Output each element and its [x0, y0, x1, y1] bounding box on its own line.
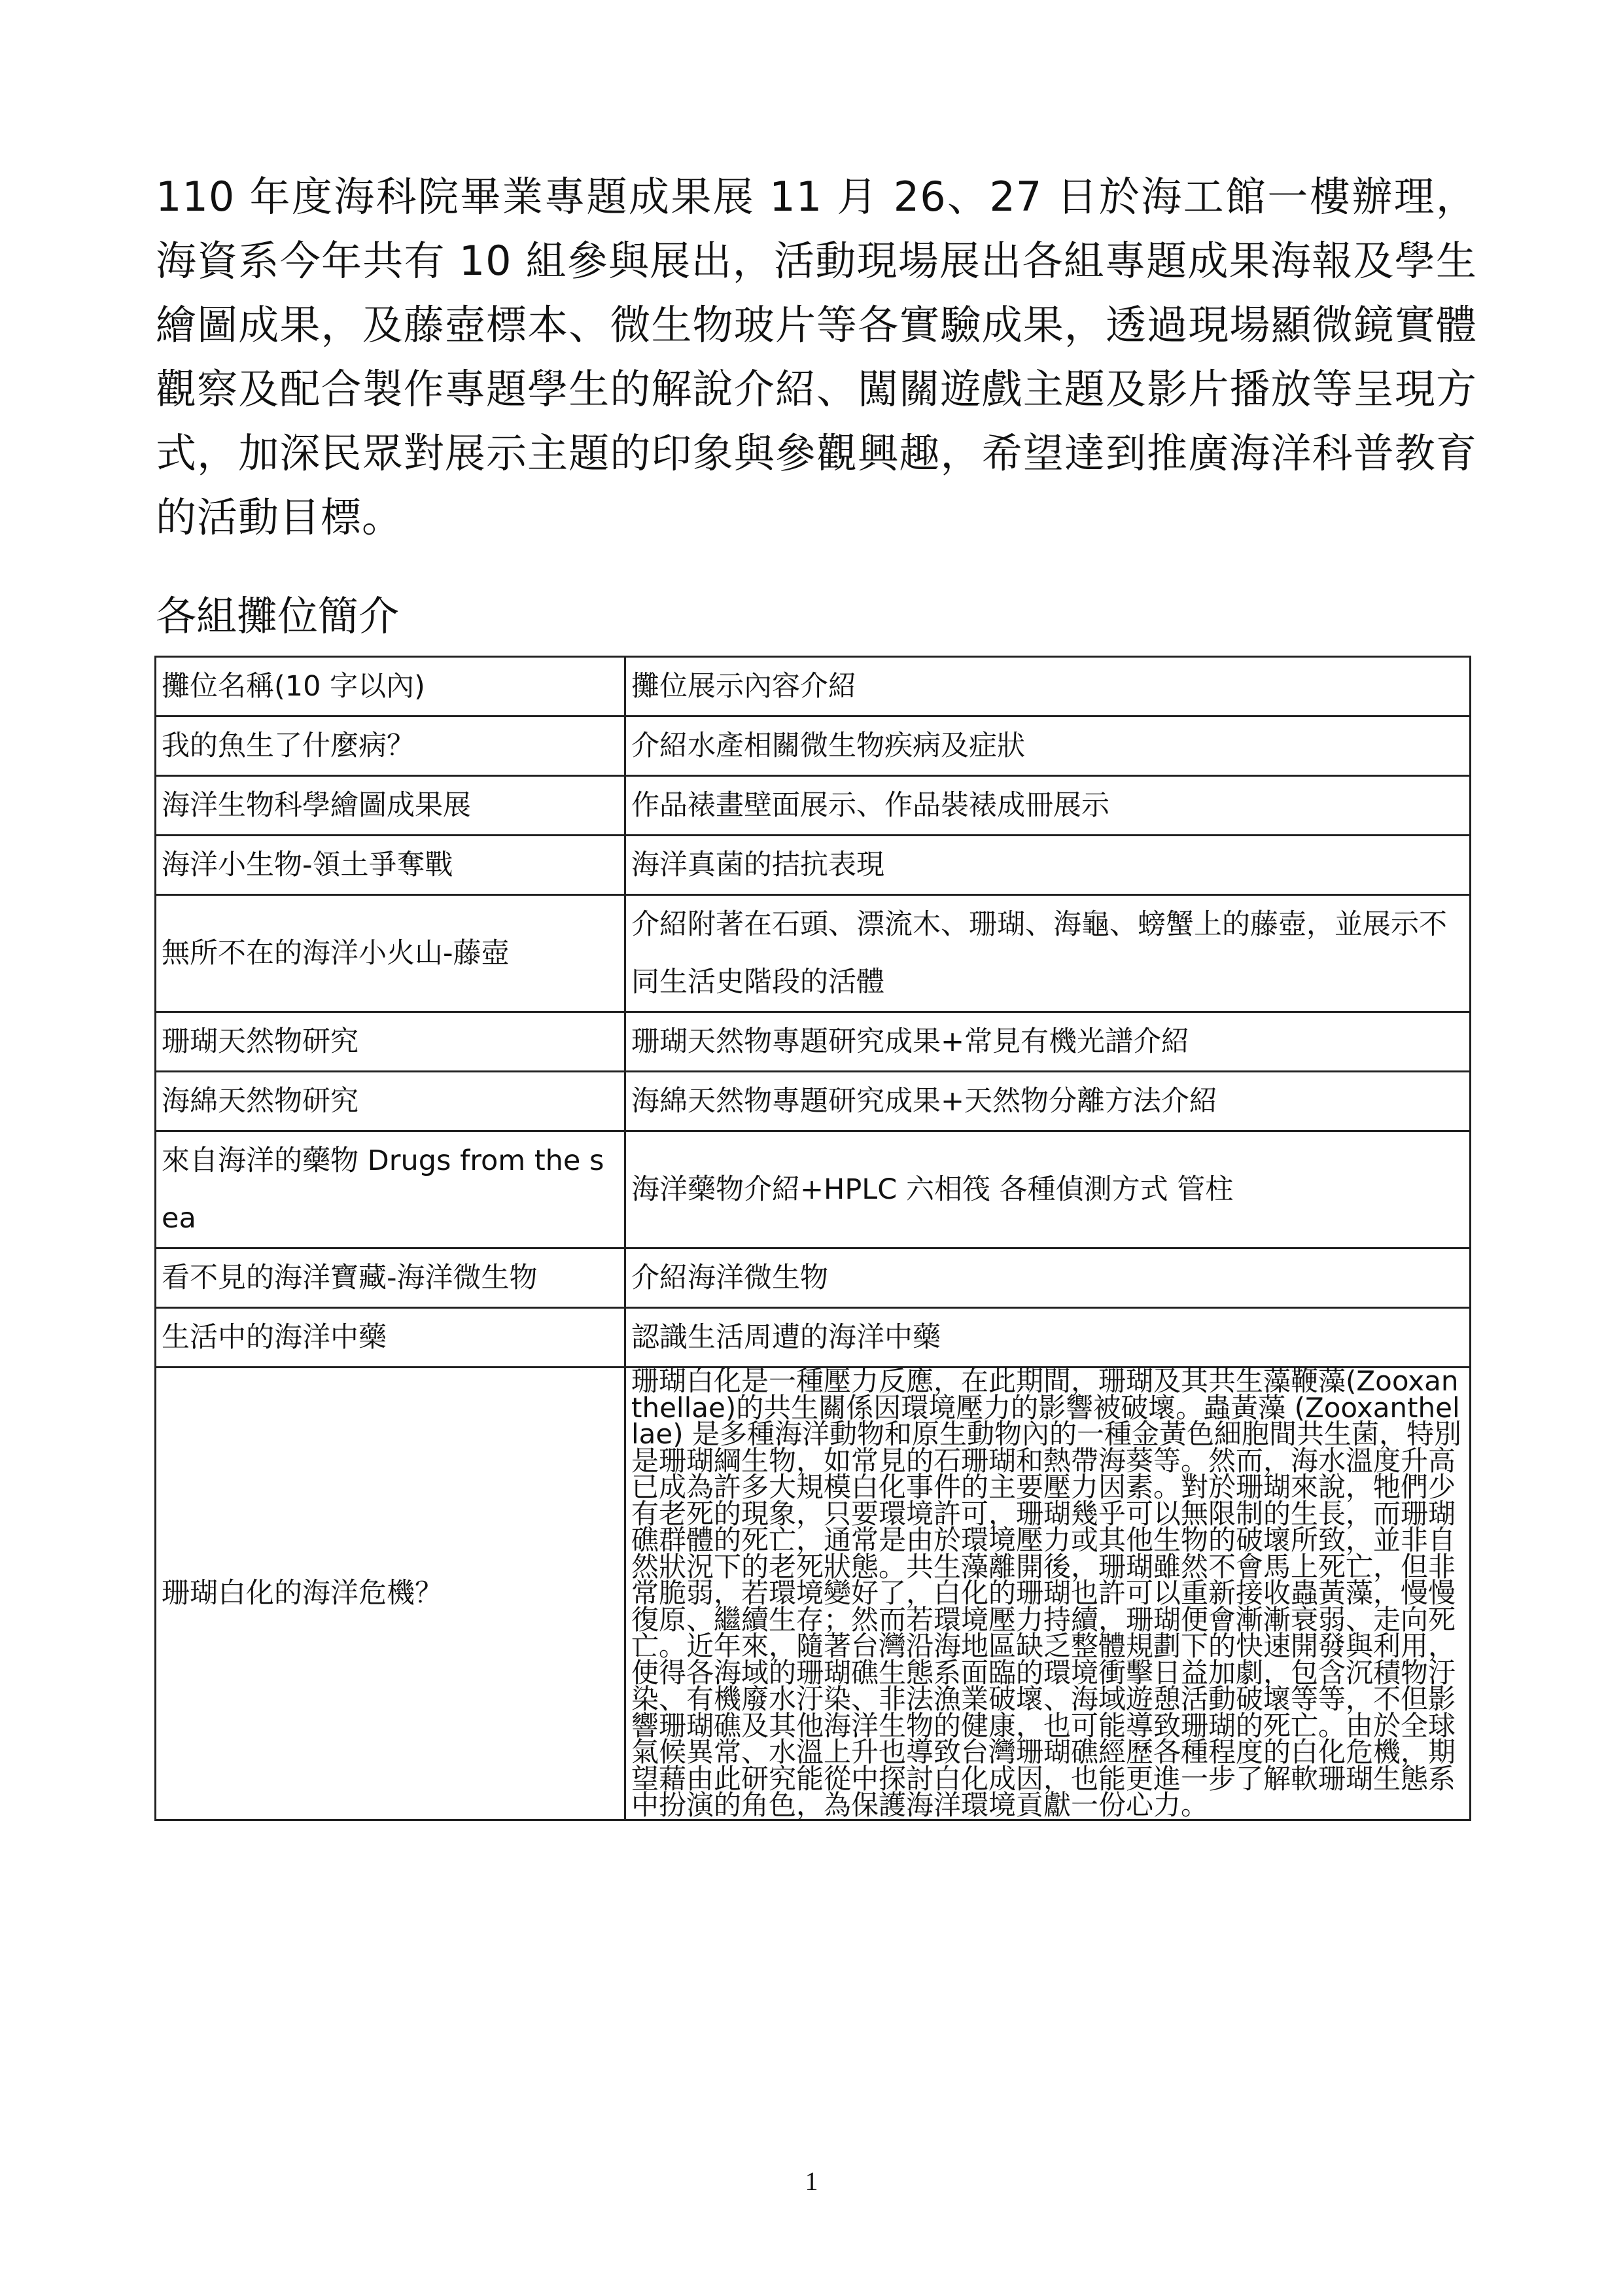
booth-name-cell: 我的魚生了什麼病？	[156, 716, 625, 776]
booth-name-cell: 無所不在的海洋小火山-藤壺	[156, 895, 625, 1012]
booth-content-cell: 海洋藥物介紹+HPLC 六相筏 各種偵測方式 管柱	[625, 1131, 1471, 1248]
booth-content-cell: 介紹水產相關微生物疾病及症狀	[625, 716, 1471, 776]
booth-content-cell: 認識生活周遭的海洋中藥	[625, 1308, 1471, 1368]
booth-name-cell: 海洋小生物-領土爭奪戰	[156, 836, 625, 895]
table-row	[156, 1131, 1471, 1248]
header-cell-content: 攤位展示內容介紹	[625, 657, 1471, 716]
booth-name-cell: 生活中的海洋中藥	[156, 1308, 625, 1368]
table-row	[156, 1248, 1471, 1308]
intro-paragraph: 110 年度海科院畢業專題成果展 11 月 26、27 日於海工館一樓辦理，海資系今年共有 10 組參與展出，活動現場展出各組專題成果海報及學生繪圖成果，及藤壺標本、微生物玻片等各實驗成果，透過現場顯微鏡實體觀察及配合製作專題學生的解說介紹、闖關遊戲主題及影片播放等呈現方式，加深民眾對展示主題的印象與參觀興趣，希望達到推廣海洋科普教育的活動目標。	[156, 173, 1477, 541]
header-cell-name: 攤位名稱(10 字以內)	[156, 657, 625, 716]
booth-content-cell: 海洋真菌的拮抗表現	[625, 836, 1471, 895]
booth-content-cell: 作品裱畫壁面展示、作品裝裱成冊展示	[625, 776, 1471, 836]
booth-name-cell: 海洋生物科學繪圖成果展	[156, 776, 625, 836]
booth-content-cell: 珊瑚天然物專題研究成果+常見有機光譜介紹	[625, 1012, 1471, 1072]
booth-content-cell: 珊瑚白化是一種壓力反應，在此期間，珊瑚及其共生藻鞭藻(Zooxanthellae)的共生關係因環境壓力的影響被破壞。蟲黃藻 (Zooxanthellae) 是多種海洋動物和原生動物內的一種金黃色細胞間共生菌，特別是珊瑚綱生物，如常見的石珊瑚和熱帶海葵等。然而，海水溫度升高已成為許多大規模白化事件的主要壓力因素。對於珊瑚來說，牠們少有老死的現象，只要環境許可，珊瑚幾乎可以無限制的生長，而珊瑚礁群體的死亡，通常是由於環境壓力或其他生物的破壞所致，並非自然狀況下的老死狀態。共生藻離開後，珊瑚雖然不會馬上死亡，但非常脆弱，若環境變好了，白化的珊瑚也許可以重新接收蟲黃藻，慢慢復原、繼續生存；然而若環境壓力持續，珊瑚便會漸漸衰弱、走向死亡。近年來，隨著台灣沿海地區缺乏整體規劃下的快速開發與利用，使得各海域的珊瑚礁生態系面臨的環境衝擊日益加劇，包含沉積物汙染、有機廢水汙染、非法漁業破壞、海域遊憩活動破壞等等，不但影響珊瑚礁及其他海洋生物的健康，也可能導致珊瑚的死亡。由於全球氣候異常、水溫上升也導致台灣珊瑚礁經歷各種程度的白化危機，期望藉由此研究能從中探討白化成因，也能更進一步了解軟珊瑚生態系中扮演的角色，為保護海洋環境貢獻一份心力。	[625, 1368, 1471, 1820]
table-row	[156, 776, 1471, 836]
table-row	[156, 1308, 1471, 1368]
booth-name-cell: 來自海洋的藥物 Drugs from the sea	[156, 1131, 625, 1248]
section-title: 各組攤位簡介	[156, 592, 400, 640]
table-header-row	[156, 657, 1471, 716]
page-number: 1	[805, 2166, 818, 2196]
booth-name-cell: 珊瑚白化的海洋危機？	[156, 1368, 625, 1820]
booth-content-cell: 介紹海洋微生物	[625, 1248, 1471, 1308]
table-row	[156, 836, 1471, 895]
table-row	[156, 1072, 1471, 1131]
table-row	[156, 1368, 1471, 1820]
table-row	[156, 1012, 1471, 1072]
table-row	[156, 716, 1471, 776]
booth-content-cell: 海綿天然物專題研究成果+天然物分離方法介紹	[625, 1072, 1471, 1131]
booth-name-cell: 看不見的海洋寶藏-海洋微生物	[156, 1248, 625, 1308]
booth-name-cell: 珊瑚天然物研究	[156, 1012, 625, 1072]
booth-table	[154, 656, 1471, 1821]
booth-content-cell: 介紹附著在石頭、漂流木、珊瑚、海龜、螃蟹上的藤壺，並展示不同生活史階段的活體	[625, 895, 1471, 1012]
booth-name-cell: 海綿天然物研究	[156, 1072, 625, 1131]
table-row	[156, 895, 1471, 1012]
